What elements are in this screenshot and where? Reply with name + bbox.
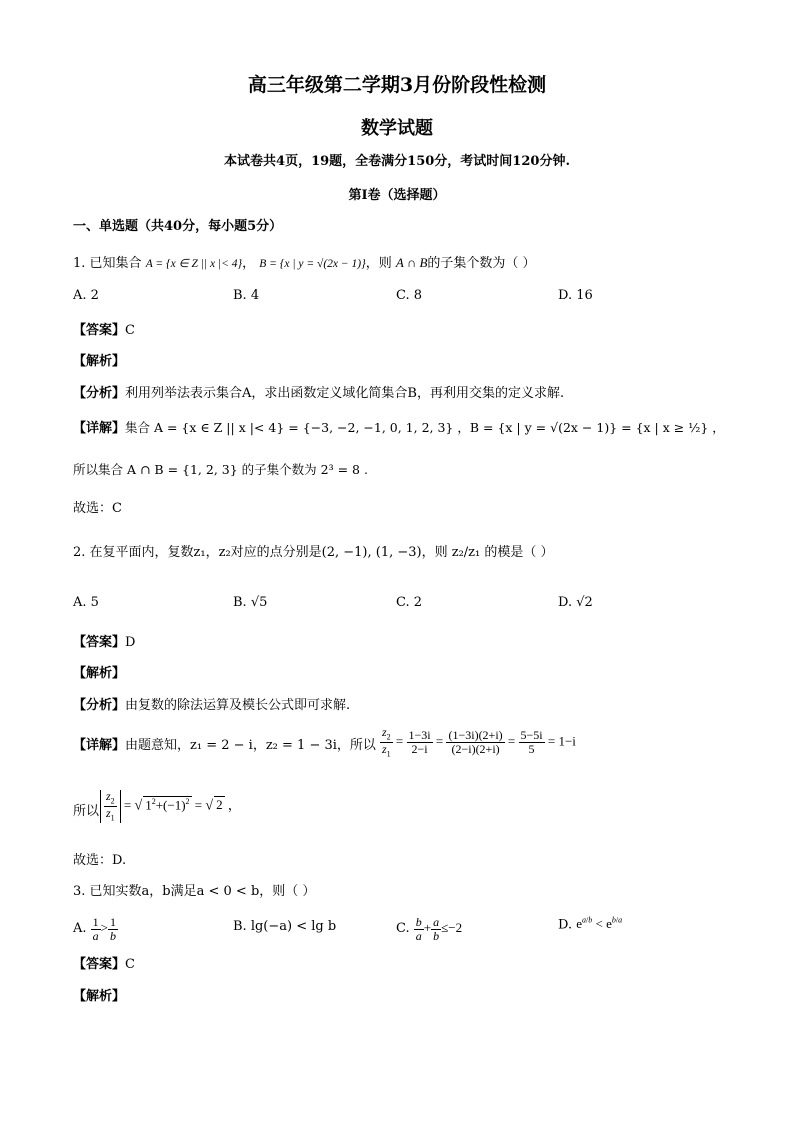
q2-answer-value: D bbox=[125, 635, 136, 650]
fenxi-label: 【分析】 bbox=[73, 698, 126, 713]
q1-option-d: D. 16 bbox=[558, 288, 593, 303]
q1-set-a: A = {x ∈ Z || x |< 4} bbox=[145, 258, 243, 270]
q2-detail-text: 由题意知，z₁ = 2 − i，z₂ = 1 − 3i，所以 bbox=[125, 738, 376, 753]
q3-option-d: D. $e^{a/b} < e^{b/a}$ bbox=[558, 916, 623, 933]
q1-stem-text-b: ，则 bbox=[365, 256, 392, 271]
q1-stem-text: 1. 已知集合 bbox=[73, 256, 142, 271]
q3-option-a-label: A. bbox=[73, 921, 87, 937]
q3-answer bbox=[73, 953, 135, 972]
q1-stem bbox=[73, 252, 536, 271]
q3-option-d-label: D. bbox=[558, 917, 573, 933]
q3-option-c: C. $\frac{b}{a}$ + $\frac{a}{b}$ ≤−2 bbox=[396, 915, 463, 943]
page-title: 高三年级第二学期3月份阶段性检测 bbox=[247, 74, 547, 96]
q1-answer bbox=[73, 319, 135, 338]
q2-choose bbox=[73, 849, 126, 868]
detail-label: 【详解】 bbox=[73, 738, 126, 753]
q1-set-b: B = {x | y = √(2x − 1)} bbox=[259, 258, 366, 270]
q3-option-c-label: C. bbox=[396, 921, 410, 937]
q1-sep: ， bbox=[242, 256, 256, 271]
frac-z2-z1: $\frac{z_2}{z_1}$ bbox=[382, 725, 391, 759]
subject-title: 数学试题 bbox=[361, 118, 433, 139]
q1-option-c: C. 8 bbox=[396, 288, 423, 303]
q1-choose bbox=[73, 497, 122, 516]
answer-label: 【答案】 bbox=[73, 635, 126, 650]
q2-stem: 2. 在复平面内，复数z₁，z₂对应的点分别是(2, −1), (1, −3)，则 z₂/z₁ 的模是（ ） bbox=[73, 545, 554, 560]
section-heading: 一、单选题（共40分，每小题5分） bbox=[73, 219, 283, 234]
q2-analysis-label: 【解析】 bbox=[73, 666, 126, 681]
q2-detail-b-text: 所以 bbox=[73, 804, 100, 819]
q2-option-d: D. √2 bbox=[558, 595, 593, 610]
q1-fenxi bbox=[73, 382, 564, 401]
answer-label: 【答案】 bbox=[73, 323, 126, 338]
q1-stem-text-c: 的子集个数为（ ） bbox=[427, 256, 536, 271]
q2-division-formula: $\frac{z_2}{z_1}$ = $\frac{1-3i}{2-i}$ = $\frac{(1-3i)(2+i)}{(2-i)(2+i)}$ = $\frac{5-5i}{5}$ = 1−i bbox=[382, 725, 576, 759]
q1-detail bbox=[73, 417, 725, 436]
q2-fenxi-text: 由复数的除法运算及模长公式即可求解. bbox=[125, 698, 351, 713]
q1-detail-text: 集合 A = {x ∈ Z || x |< 4} = {−3, −2, −1, 0, 1, 2, 3} ，B = {x | y = √(2x − 1)} = {x | x ≥ ½} ， bbox=[125, 420, 725, 435]
q2-answer bbox=[73, 631, 135, 650]
q3-analysis-label: 【解析】 bbox=[73, 989, 126, 1004]
q3-answer-value: C bbox=[125, 957, 135, 972]
detail-label: 【详解】 bbox=[73, 421, 126, 436]
q1-choose-value: C bbox=[112, 501, 122, 516]
fenxi-label: 【分析】 bbox=[73, 386, 126, 401]
q1-option-b: B. 4 bbox=[233, 288, 260, 303]
q2-choose-value: D. bbox=[112, 853, 127, 868]
q1-fenxi-text: 利用列举法表示集合A，求出函数定义域化简集合B，再利用交集的定义求解. bbox=[125, 386, 565, 401]
q1-option-a: A. 2 bbox=[73, 288, 99, 303]
choose-label: 故选： bbox=[73, 853, 113, 868]
q2-option-a: A. 5 bbox=[73, 595, 99, 610]
choose-label: 故选： bbox=[73, 501, 113, 516]
q2-modulus-formula: $\frac{z_2}{z_1}$ = √ $1^2+(-1)^2$ = √ 2 ， bbox=[100, 790, 241, 823]
q1-intersection: A ∩ B bbox=[395, 255, 428, 270]
q1-analysis-label: 【解析】 bbox=[73, 354, 126, 369]
q3-stem: 3. 已知实数a，b满足a < 0 < b，则（ ） bbox=[73, 884, 316, 899]
frac-1: $\frac{1-3i}{2-i}$ bbox=[408, 728, 431, 756]
q3-option-b: B. lg(−a) < lg b bbox=[233, 919, 337, 934]
q2-option-b: B. √5 bbox=[233, 595, 268, 610]
q1-detail-line2: 所以集合 A ∩ B = {1, 2, 3} 的子集个数为 2³ = 8 . bbox=[73, 462, 368, 477]
frac-2: $\frac{(1-3i)(2+i)}{(2-i)(2+i)}$ bbox=[448, 728, 503, 756]
q1-answer-value: C bbox=[125, 323, 135, 338]
q2-fenxi bbox=[73, 694, 350, 713]
answer-label: 【答案】 bbox=[73, 957, 126, 972]
exam-notice: 本试卷共4页，19题，全卷满分150分，考试时间120分钟. bbox=[224, 154, 570, 169]
q2-option-c: C. 2 bbox=[396, 595, 423, 610]
q2-detail-line2 bbox=[73, 800, 99, 819]
frac-3: $\frac{5-5i}{5}$ bbox=[520, 728, 543, 756]
q2-detail bbox=[73, 734, 376, 753]
volume-title: 第I卷（选择题） bbox=[348, 188, 446, 203]
q3-option-a: A. $\frac{1}{a}$ > $\frac{1}{b}$ bbox=[73, 915, 117, 943]
